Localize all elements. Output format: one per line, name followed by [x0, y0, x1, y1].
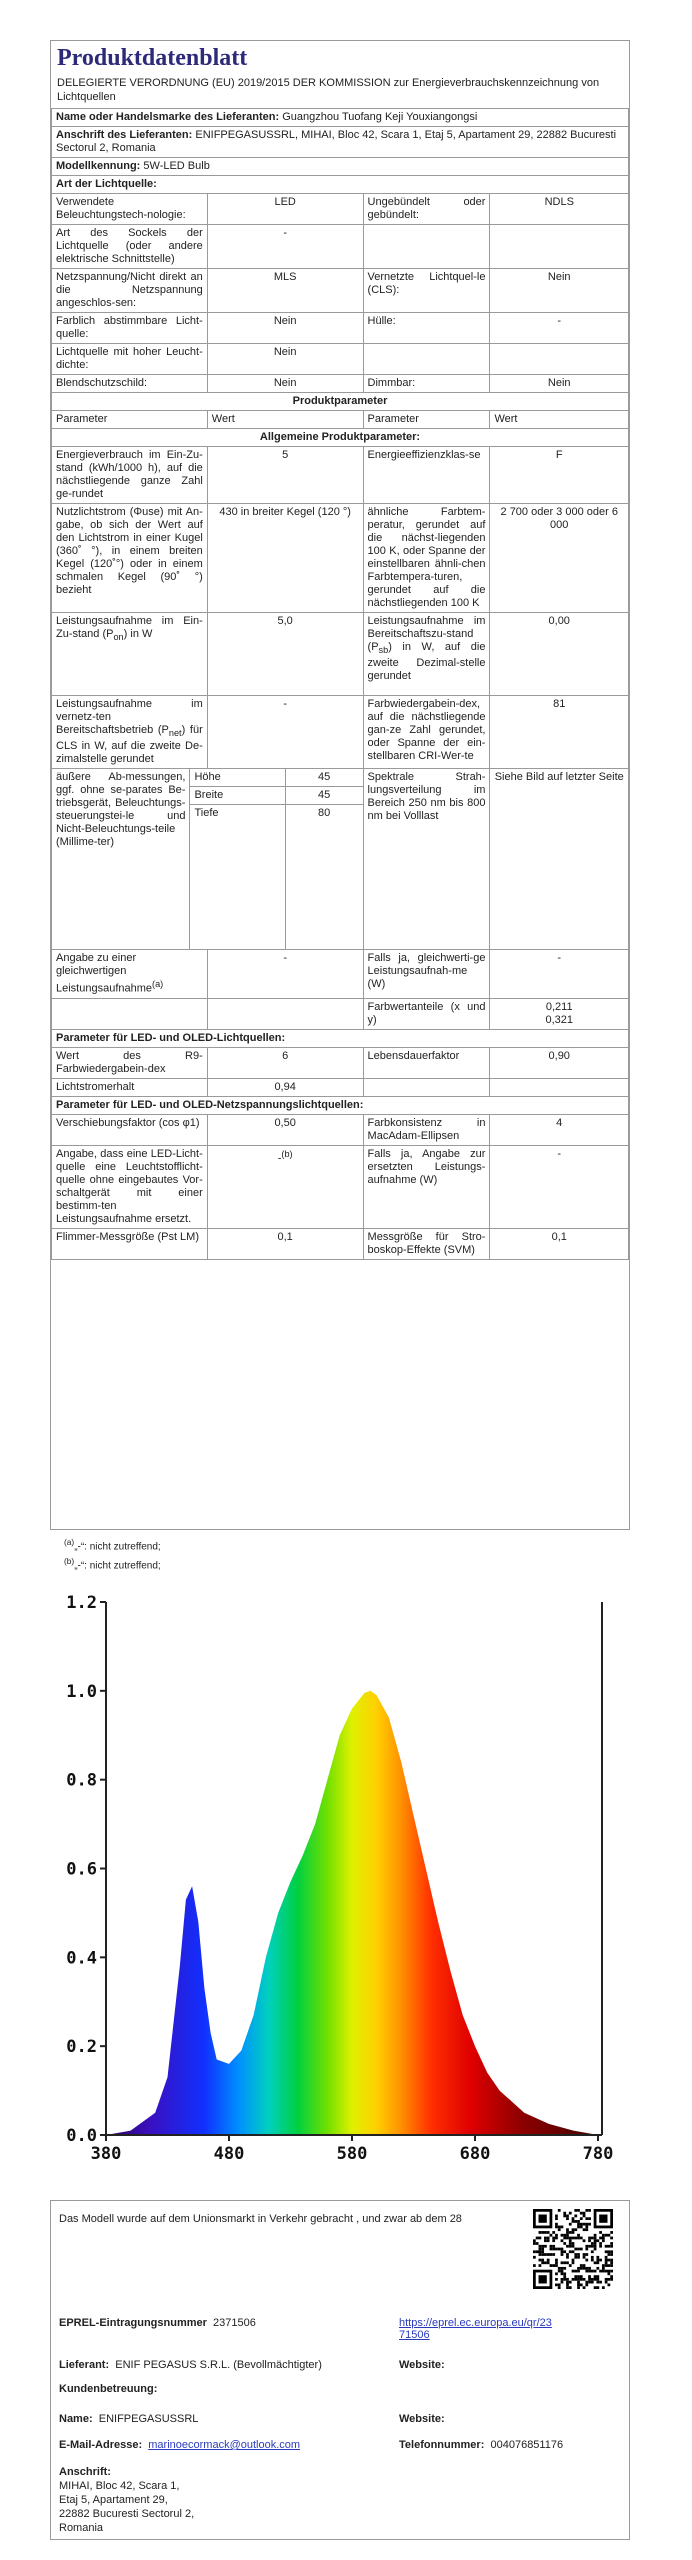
energy-consumption-label: Energieverbrauch im Ein-Zu-stand (kWh/1000 h), auf die nächstliegende ganze Zahl ge-rundet	[52, 447, 208, 504]
customer-service-label: Kundenbetreuung:	[59, 2383, 158, 2395]
color-rendering-value: 81	[490, 696, 629, 769]
spectral-distribution-label: Spektrale Strah-lungsverteilung im Bereich 250 nm bis 800 nm bei Volllast	[363, 769, 490, 950]
tunable-label: Farblich abstimmbare Licht-quelle:	[52, 313, 208, 344]
email-link[interactable]: marinoecormack@outlook.com	[148, 2439, 301, 2451]
energy-class-label: Energieeffizienzklas-se	[363, 447, 490, 504]
connected-value: Nein	[490, 269, 629, 313]
color-consistency-label: Farbkonsistenz in MacAdam-Ellipsen	[363, 1114, 490, 1145]
market-introduction-text: Das Modell wurde auf dem Unionsmarkt in Verkehr gebracht , und zwar ab dem 28	[59, 2213, 462, 2225]
antiglare-value: Nein	[207, 375, 363, 393]
registration-number: EPREL-Eintragungsnummer 2371506	[59, 2317, 256, 2329]
depth-value: 80	[285, 805, 363, 950]
website-label-2: Website:	[399, 2413, 445, 2425]
envelope-value: -	[490, 313, 629, 344]
width-value: 45	[285, 787, 363, 805]
product-data-sheet	[50, 40, 630, 1530]
replaced-power-label: Falls ja, Angabe zur ersetzten Leistungs-aufnahme (W)	[363, 1145, 490, 1228]
column-header-value-2: Wert	[490, 411, 629, 429]
service-address: Anschrift: MIHAI, Bloc 42, Scara 1, Etaj 5, Apartament 29, 22882 Bucuresti Sectorul 2, Romania	[59, 2466, 195, 2534]
y-tick-label: 1.0	[66, 1681, 97, 1702]
energy-class-value: F	[490, 447, 629, 504]
color-rendering-label: Farbwiedergabein-dex, auf die nächstliegende gan-ze Zahl gerundet, oder Spanne der ein-stellbaren CRI-Wer-te	[363, 696, 490, 769]
height-value: 45	[285, 769, 363, 787]
unbundled-value: NDLS	[490, 194, 629, 225]
stroboscopic-label: Messgröße für Stro-boskop-Effekte (SVM)	[363, 1228, 490, 1259]
footnote-a: $^{(a)}$„-“: nicht zutreffend;	[64, 1537, 161, 1553]
chromaticity-label: Farbwertanteile (x und y)	[363, 998, 490, 1029]
regulation-reference: DELEGIERTE VERORDNUNG (EU) 2019/2015 DER KOMMISSION zur Energieverbrauchskennzeichnung von Lichtquellen	[57, 77, 600, 103]
high-luminance-label: Lichtquelle mit hoher Leucht-dichte:	[52, 344, 208, 375]
y-tick-label: 0.4	[66, 1948, 97, 1969]
led-parameters-heading: Parameter für LED- und OLED-Lichtquellen:	[52, 1029, 629, 1047]
luminous-flux-value: 430 in breiter Kegel (120 °)	[207, 504, 363, 613]
x-tick-label: 580	[336, 2144, 368, 2164]
equivalent-power-value: -	[490, 950, 629, 999]
spectrum-svg	[50, 1590, 630, 2165]
r9-label: Wert des R9-Farbwiedergabein-dex	[52, 1047, 208, 1078]
spectrum-area-0	[106, 1691, 598, 2135]
y-tick-label: 0.6	[66, 1859, 97, 1880]
socket-label: Art des Sockels der Lichtquelle (oder andere elektrische Schnittstelle)	[52, 225, 208, 269]
lifetime-factor-value: 0,90	[490, 1047, 629, 1078]
r9-value: 6	[207, 1047, 363, 1078]
lifetime-factor-label: Lebensdauerfaktor	[363, 1047, 490, 1078]
supplier-name-row: Name oder Handelsmarke des Lieferanten: Guangzhou Tuofang Keji Youxiangongsi	[52, 109, 629, 127]
flicker-value: 0,1	[207, 1228, 363, 1259]
email-line: E-Mail-Adresse: marinoecormack@outlook.com	[59, 2439, 301, 2451]
column-header-parameter-2: Parameter	[363, 411, 490, 429]
networked-standby-label: Leistungsaufnahme im vernetz-ten Bereitschaftsbetrieb $(P_{net})$ für CLS in W, auf die zweite De-zimalstelle gerundet	[52, 696, 208, 769]
y-tick-label: 0.0	[66, 2126, 97, 2146]
x-tick-label: 380	[90, 2144, 122, 2164]
power-factor-label: Verschiebungsfaktor (cos φ1)	[52, 1114, 208, 1145]
energy-consumption-value: 5	[207, 447, 363, 504]
y-tick-label: 0.8	[66, 1770, 97, 1791]
spectral-distribution-value: Siehe Bild auf letzter Seite	[490, 769, 629, 950]
product-parameters-heading: Produktparameter	[52, 393, 629, 411]
mains-label: Netzspannung/Nicht direkt an die Netzspannung angeschlos-sen:	[52, 269, 208, 313]
flicker-label: Flimmer-Messgröße (Pst LM)	[52, 1228, 208, 1259]
spectral-distribution-chart	[50, 1590, 630, 2165]
lumen-maintenance-value: 0,94	[207, 1078, 363, 1096]
column-header-value: Wert	[207, 411, 363, 429]
technology-value: LED	[207, 194, 363, 225]
page-title: Produktdatenblatt	[57, 45, 248, 71]
unbundled-label: Ungebündelt oder gebündelt:	[363, 194, 490, 225]
qr-code-icon[interactable]	[533, 2209, 613, 2289]
depth-label: Tiefe	[190, 805, 285, 950]
product-data-table	[51, 108, 629, 1260]
lumen-maintenance-label: Lichtstromerhalt	[52, 1078, 208, 1096]
color-consistency-value: 4	[490, 1114, 629, 1145]
replaced-power-value: -	[490, 1145, 629, 1228]
technology-label: Verwendete Beleuchtungstech-nologie:	[52, 194, 208, 225]
width-label: Breite	[190, 787, 285, 805]
antiglare-label: Blendschutzschild:	[52, 375, 208, 393]
socket-value: -	[207, 225, 363, 269]
general-parameters-heading: Allgemeine Produktparameter:	[52, 429, 629, 447]
phone-line: Telefonnummer: 004076851176	[399, 2439, 564, 2451]
luminous-flux-label: Nutzlichtstrom (Φuse) mit An-gabe, ob sich der Wert auf den Lichtstrom in einer Kugel (360˚ °), in einem breiten Kegel (120˚°) oder in einem schmalen Kegel (90˚ °) bezieht	[52, 504, 208, 613]
envelope-label: Hülle:	[363, 313, 490, 344]
eprel-information	[50, 2200, 630, 2540]
light-source-heading: Art der Lichtquelle:	[52, 176, 629, 194]
on-mode-power-value: 5,0	[207, 613, 363, 696]
supplier-address-row: Anschrift des Lieferanten: ENIFPEGASUSSRL, MIHAI, Bloc 42, Scara 1, Etaj 5, Apartament 29, 22882 Bucuresti Sectorul 2, Romania	[52, 127, 629, 158]
y-tick-label: 0.2	[66, 2037, 97, 2058]
standby-power-label: Leistungsaufnahme im Bereitschaftszu-stand $(P_{sb})$ in W, auf die zweite Dezimal-stelle gerundet	[363, 613, 490, 696]
x-tick-label: 780	[582, 2144, 614, 2164]
on-mode-power-label: Leistungsaufnahme im Ein-Zu-stand $(P_{on})$ in W	[52, 613, 208, 696]
footnote-b: $^{(b)}$„-“: nicht zutreffend;	[64, 1556, 161, 1572]
stroboscopic-value: 0,1	[490, 1228, 629, 1259]
chromaticity-value: 0,211 0,321	[490, 998, 629, 1029]
fluorescent-replacement-label: Angabe, dass eine LED-Licht-quelle eine Leuchtstofflicht-quelle ohne eingebautes Vor-schaltgerät mit einer bestimm-ten Leistungsaufnahme ersetzt.	[52, 1145, 208, 1228]
website-label: Website:	[399, 2359, 445, 2371]
fluorescent-replacement-value: -$^{(b)}$	[207, 1145, 363, 1228]
color-temperature-value: 2 700 oder 3 000 oder 6 000	[490, 504, 629, 613]
dimensions-label: äußere Ab-messungen, ggf. ohne se-parates Be-triebsgerät, Beleuchtungs-steuerungstei-le und Nicht-Beleuchtungs-teile (Millime-ter)	[52, 769, 190, 950]
standby-power-value: 0,00	[490, 613, 629, 696]
supplier-line: Lieferant: ENIF PEGASUS S.R.L. (Bevollmächtigter)	[59, 2359, 322, 2371]
y-tick-label: 1.2	[66, 1593, 97, 1613]
footnotes	[64, 1535, 161, 1574]
model-identifier-row: Modellkennung: 5W-LED Bulb	[52, 158, 629, 176]
networked-standby-value: -	[207, 696, 363, 769]
tunable-value: Nein	[207, 313, 363, 344]
equivalent-power-label: Falls ja, gleichwerti-ge Leistungsaufnah-me (W)	[363, 950, 490, 999]
x-tick-label: 680	[459, 2144, 491, 2164]
dimmable-value: Nein	[490, 375, 629, 393]
x-tick-label: 480	[213, 2144, 245, 2164]
supplier-name-value: Guangzhou Tuofang Keji Youxiangongsi	[282, 111, 478, 123]
dimmable-label: Dimmbar:	[363, 375, 490, 393]
supplier-address-value: ENIFPEGASUSSRL, MIHAI, Bloc 42, Scara 1, Etaj 5, Apartament 29, 22882 Bucuresti Sectorul 2, Romania	[56, 129, 617, 154]
height-label: Höhe	[190, 769, 285, 787]
mains-parameters-heading: Parameter für LED- und OLED-Netzspannungslichtquellen:	[52, 1096, 629, 1114]
column-header-parameter: Parameter	[52, 411, 208, 429]
high-luminance-value: Nein	[207, 344, 363, 375]
service-name: Name: ENIFPEGASUSSRL	[59, 2413, 199, 2425]
equivalent-power-claim-value: -	[207, 950, 363, 999]
model-identifier-value: 5W-LED Bulb	[143, 160, 210, 172]
connected-label: Vernetzte Lichtquel-le (CLS):	[363, 269, 490, 313]
color-temperature-label: ähnliche Farbtem-peratur, gerundet auf die nächst-liegenden 100 K, oder Spanne der einstellbaren ähnli-chen Farbtempera-turen, gerundet auf die nächstliegenden 100 K	[363, 504, 490, 613]
mains-value: MLS	[207, 269, 363, 313]
equivalent-power-claim-label: Angabe zu einer gleichwertigen Leistungsaufnahme$^{(a)}$	[52, 950, 208, 999]
eprel-link[interactable]: https://eprel.ec.europa.eu/qr/23 71506	[399, 2317, 552, 2341]
power-factor-value: 0,50	[207, 1114, 363, 1145]
